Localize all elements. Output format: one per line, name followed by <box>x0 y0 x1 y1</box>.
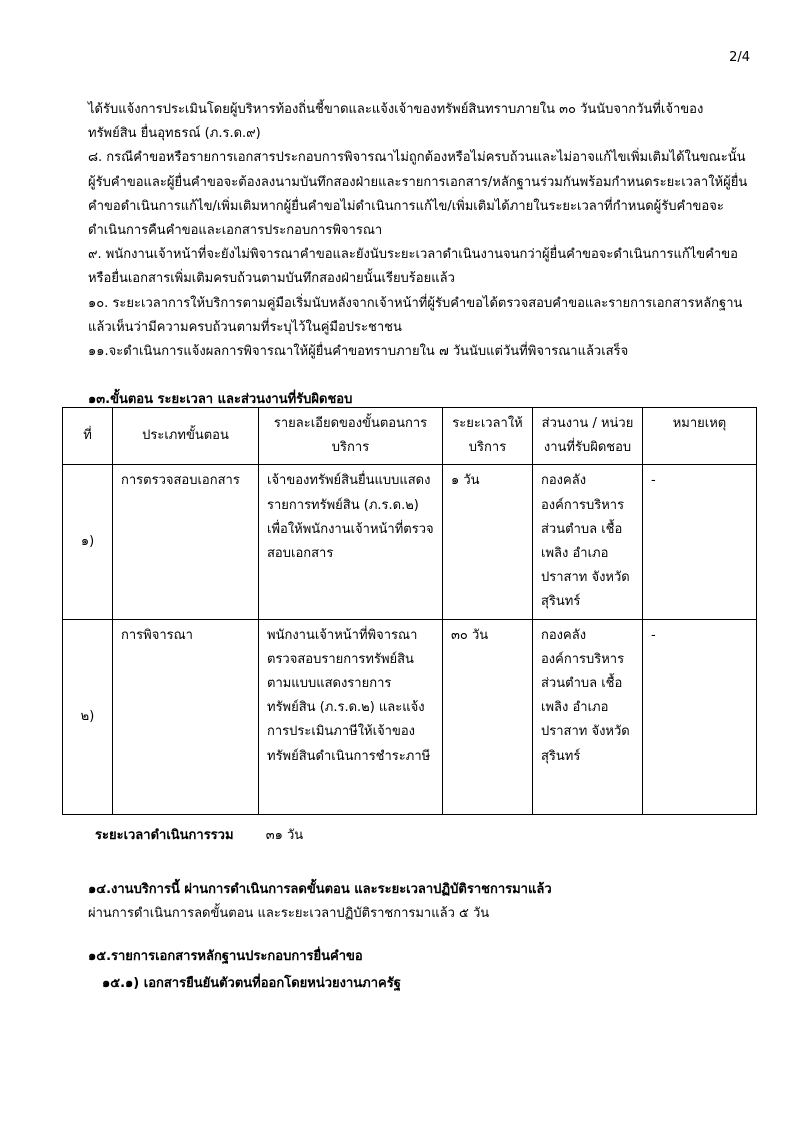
note-paragraph: ๑๑.จะดำเนินการแจ้งผลการพิจารณาให้ผู้ยื่นคำขอทราบภายใน ๗ วันนับแต่วันที่พิจารณาแล้วเสร็จ <box>88 344 629 360</box>
row-remark: - <box>643 465 757 619</box>
header-detail: รายละเอียดของขั้นตอนการบริการ <box>259 408 443 465</box>
row-type: การตรวจสอบเอกสาร <box>113 465 259 619</box>
row-duration: ๑ วัน <box>443 465 533 619</box>
steps-table <box>62 407 757 815</box>
section-13-title: ๑๓.ขั้นตอน ระยะเวลา และส่วนงานที่รับผิดชอบ <box>88 392 353 407</box>
note-paragraph: ได้รับแจ้งการประเมินโดยผู้บริหารท้องถิ่นชี้ขาดและแจ้งเจ้าของทรัพย์สินทราบภายใน ๓๐ วันนับจากวันที่เจ้าของทรัพย์สิน ยื่นอุทธรณ์ (ภ.ร.ด.๙) <box>88 102 704 142</box>
row-unit: กองคลัง องค์การบริหารส่วนตำบล เชื้อเพลิง อำเภอปราสาท จังหวัดสุรินทร์ <box>533 465 643 619</box>
section-15-title: ๑๕.รายการเอกสารหลักฐานประกอบการยื่นคำขอ <box>88 949 363 964</box>
row-detail: เจ้าของทรัพย์สินยื่นแบบแสดงรายการทรัพย์สิน (ภ.ร.ด.๒) เพื่อให้พนักงานเจ้าหน้าที่ตรวจสอบเอกสาร <box>259 465 443 619</box>
section-15-item-1: ๑๕.๑) เอกสารยืนยันตัวตนที่ออกโดยหน่วยงานภาครัฐ <box>102 976 401 991</box>
header-unit: ส่วนงาน / หน่วยงานที่รับผิดชอบ <box>533 408 643 465</box>
table-row <box>63 465 757 619</box>
header-remark: หมายเหตุ <box>643 408 757 465</box>
header-type: ประเภทขั้นตอน <box>113 408 259 465</box>
table-header-row <box>63 408 757 465</box>
row-remark: - <box>643 619 757 814</box>
note-paragraph: ๙. พนักงานเจ้าหน้าที่จะยังไม่พิจารณาคำขอและยังนับระยะเวลาดำเนินงานจนกว่าผู้ยื่นคำขอจะดำเนินการแก้ไขคำขอหรือยื่นเอกสารเพิ่มเติมครบถ้วนตามบันทึกสองฝ่ายนั้นเรียบร้อยแล้ว <box>88 247 738 287</box>
row-type: การพิจารณา <box>113 619 259 814</box>
row-number: ๒) <box>63 619 113 814</box>
section-14-text: ผ่านการดำเนินการลดขั้นตอน และระยะเวลาปฏิบัติราชการมาแล้ว ๕ วัน <box>88 906 490 921</box>
notes-block <box>88 98 750 364</box>
row-number: ๑) <box>63 465 113 619</box>
page-number: 2/4 <box>729 50 750 65</box>
row-duration: ๓๐ วัน <box>443 619 533 814</box>
row-unit: กองคลัง องค์การบริหารส่วนตำบล เชื้อเพลิง อำเภอปราสาท จังหวัดสุรินทร์ <box>533 619 643 814</box>
table-row <box>63 619 757 814</box>
header-duration: ระยะเวลาให้บริการ <box>443 408 533 465</box>
total-label: ระยะเวลาดำเนินการรวม <box>95 828 234 843</box>
section-14-title: ๑๔.งานบริการนี้ ผ่านการดำเนินการลดขั้นตอน และระยะเวลาปฏิบัติราชการมาแล้ว <box>88 882 552 897</box>
row-detail: พนักงานเจ้าหน้าที่พิจารณาตรวจสอบรายการทรัพย์สินตามแบบแสดงรายการทรัพย์สิน (ภ.ร.ด.๒) และแจ้งการประเมินภาษีให้เจ้าของทรัพย์สินดำเนินการชำระภาษี <box>259 619 443 814</box>
note-paragraph: ๘. กรณีคำขอหรือรายการเอกสารประกอบการพิจารณาไม่ถูกต้องหรือไม่ครบถ้วนและไม่อาจแก้ไขเพิ่มเติมได้ในขณะนั้นผู้รับคำขอและผู้ยื่นคำขอจะต้องลงนามบันทึกสองฝ่ายและรายการเอกสาร/หลักฐานร่วมกันพร้อมกำหนดระยะเวลาให้ผู้ยื่นคำขอดำเนินการแก้ไข/เพิ่มเติมหากผู้ยื่นคำขอไม่ดำเนินการแก้ไข/เพิ่มเติมได้ภายในระยะเวลาที่กำหนดผู้รับคำขอจะดำเนินการคืนคำขอและเอกสารประกอบการพิจารณา <box>88 150 748 239</box>
total-value: ๓๑ วัน <box>265 828 304 843</box>
note-paragraph: ๑๐. ระยะเวลาการให้บริการตามคู่มือเริ่มนับหลังจากเจ้าหน้าที่ผู้รับคำขอได้ตรวจสอบคำขอและรายการเอกสารหลักฐานแล้วเห็นว่ามีความครบถ้วนตามที่ระบุไว้ในคู่มือประชาชน <box>88 295 743 335</box>
total-duration <box>95 824 303 845</box>
header-no: ที่ <box>63 408 113 465</box>
